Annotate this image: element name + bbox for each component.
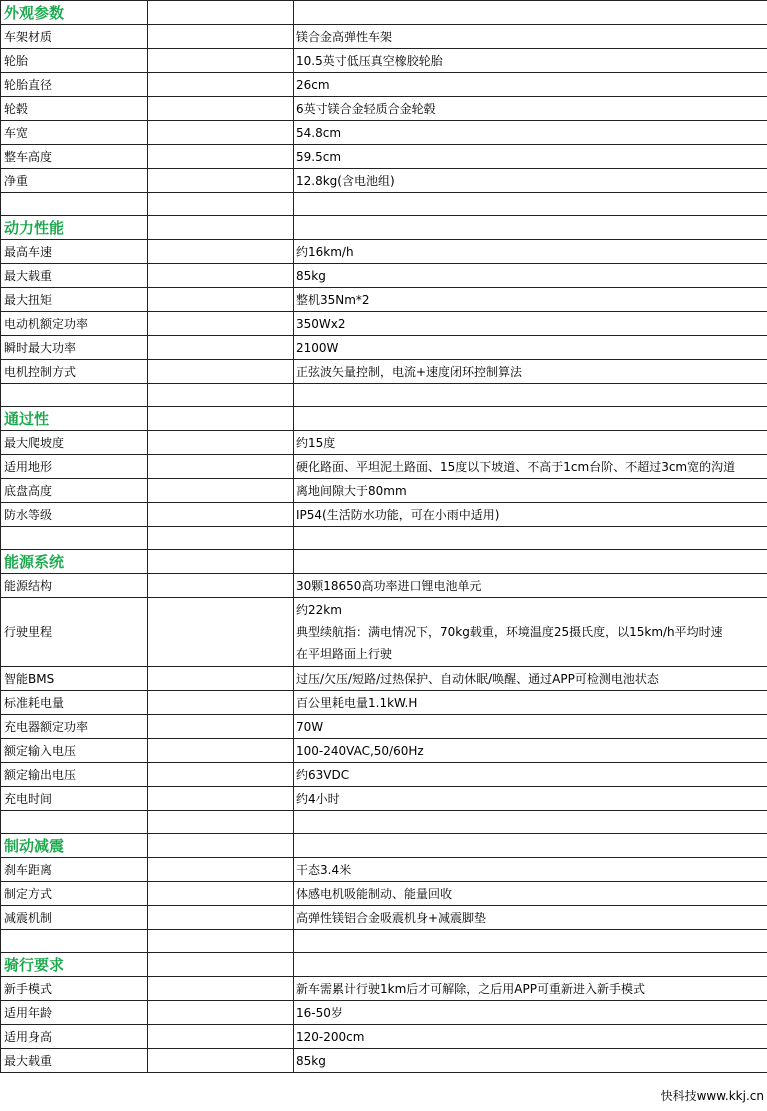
spec-value: 约63VDC (294, 763, 767, 787)
spec-value: 整机35Nm*2 (294, 288, 767, 312)
spec-label: 新手模式 (1, 977, 148, 1001)
spec-value: IP54(生活防水功能，可在小雨中适用) (294, 503, 767, 527)
spec-label: 刹车距离 (1, 858, 148, 882)
spec-label: 能源结构 (1, 574, 148, 598)
section-title: 外观参数 (1, 1, 148, 25)
spec-row (1, 336, 767, 360)
spec-label: 额定输出电压 (1, 763, 148, 787)
section-title: 通过性 (1, 407, 148, 431)
spec-value-line: 在平坦路面上行驶 (296, 647, 393, 661)
spec-label: 防水等级 (1, 503, 148, 527)
spec-label: 适用地形 (1, 455, 148, 479)
spec-row (1, 360, 767, 384)
spec-label: 整车高度 (1, 145, 148, 169)
spec-label: 充电时间 (1, 787, 148, 811)
spec-label: 电动机额定功率 (1, 312, 148, 336)
spacer-row (1, 527, 767, 550)
spacer-row (1, 811, 767, 834)
section-title: 骑行要求 (1, 953, 148, 977)
spec-value: 镁合金高弹性车架 (294, 25, 767, 49)
spec-row (1, 97, 767, 121)
spec-value: 2100W (294, 336, 767, 360)
section-header-row (1, 407, 767, 431)
spec-row (1, 121, 767, 145)
spec-row (1, 763, 767, 787)
spec-row (1, 858, 767, 882)
spec-label: 轮胎 (1, 49, 148, 73)
spec-label: 最大载重 (1, 264, 148, 288)
spec-label: 瞬时最大功率 (1, 336, 148, 360)
spec-value: 离地间隙大于80mm (294, 479, 767, 503)
spec-label: 适用年龄 (1, 1001, 148, 1025)
spec-value: 100-240VAC,50/60Hz (294, 739, 767, 763)
spec-value: 新车需累计行驶1km后才可解除，之后用APP可重新进入新手模式 (294, 977, 767, 1001)
spec-row (1, 264, 767, 288)
spec-row (1, 73, 767, 97)
spec-row (1, 906, 767, 930)
spec-value: 12.8kg(含电池组) (294, 169, 767, 193)
spec-label: 行驶里程 (1, 598, 148, 667)
spec-row (1, 691, 767, 715)
section-header-row (1, 216, 767, 240)
spec-label: 充电器额定功率 (1, 715, 148, 739)
spec-value: 120-200cm (294, 1025, 767, 1049)
section-header-row (1, 1, 767, 25)
spec-label: 底盘高度 (1, 479, 148, 503)
spec-row (1, 455, 767, 479)
spec-row (1, 1049, 767, 1073)
spec-value: 350Wx2 (294, 312, 767, 336)
spec-label: 最大扭矩 (1, 288, 148, 312)
spec-row (1, 145, 767, 169)
spec-row (1, 479, 767, 503)
spec-value: 高弹性镁铝合金吸震机身+减震脚垫 (294, 906, 767, 930)
spec-label: 减震机制 (1, 906, 148, 930)
spec-label: 最高车速 (1, 240, 148, 264)
spec-value: 硬化路面、平坦泥土路面、15度以下坡道、不高于1cm台阶、不超过3cm宽的沟道 (294, 455, 767, 479)
spec-row (1, 312, 767, 336)
spec-value (294, 598, 767, 667)
spec-label: 轮胎直径 (1, 73, 148, 97)
spec-label: 适用身高 (1, 1025, 148, 1049)
section-header-row (1, 834, 767, 858)
spec-label: 电机控制方式 (1, 360, 148, 384)
spec-label: 轮毂 (1, 97, 148, 121)
spec-row (1, 240, 767, 264)
spec-row (1, 882, 767, 906)
section-title: 制动减震 (1, 834, 148, 858)
spec-label: 额定输入电压 (1, 739, 148, 763)
spec-row (1, 787, 767, 811)
spec-value: 约15度 (294, 431, 767, 455)
spec-row (1, 739, 767, 763)
spec-value: 26cm (294, 73, 767, 97)
spec-row (1, 598, 767, 667)
spec-row (1, 288, 767, 312)
spec-label: 制定方式 (1, 882, 148, 906)
spec-value: 59.5cm (294, 145, 767, 169)
spec-value: 85kg (294, 264, 767, 288)
spec-table-body (1, 1, 767, 1073)
spec-label: 车宽 (1, 121, 148, 145)
spec-value: 70W (294, 715, 767, 739)
spec-value: 干态3.4米 (294, 858, 767, 882)
section-header-row (1, 550, 767, 574)
spec-row (1, 49, 767, 73)
spec-row (1, 715, 767, 739)
spec-row (1, 431, 767, 455)
spec-label: 最大载重 (1, 1049, 148, 1073)
spec-label: 标准耗电量 (1, 691, 148, 715)
spec-value-line: 约22km (296, 603, 342, 617)
spec-row (1, 169, 767, 193)
section-title: 能源系统 (1, 550, 148, 574)
spec-row (1, 977, 767, 1001)
spec-value: 百公里耗电量1.1kW.H (294, 691, 767, 715)
spec-row (1, 1025, 767, 1049)
spec-value: 16-50岁 (294, 1001, 767, 1025)
spec-value: 过压/欠压/短路/过热保护、自动休眠/唤醒、通过APP可检测电池状态 (294, 667, 767, 691)
spec-value: 约4小时 (294, 787, 767, 811)
spec-row (1, 25, 767, 49)
source-credit: 快科技www.kkj.cn (660, 1089, 764, 1103)
spec-label: 车架材质 (1, 25, 148, 49)
spacer-row (1, 384, 767, 407)
spec-row (1, 1001, 767, 1025)
spec-value: 85kg (294, 1049, 767, 1073)
spec-value: 约16km/h (294, 240, 767, 264)
spec-label: 净重 (1, 169, 148, 193)
spec-value-line: 典型续航指：满电情况下，70kg载重，环境温度25摄氏度，以15km/h平均时速 (296, 625, 723, 639)
section-title: 动力性能 (1, 216, 148, 240)
spec-row (1, 574, 767, 598)
spec-row (1, 503, 767, 527)
spec-value: 正弦波矢量控制，电流+速度闭环控制算法 (294, 360, 767, 384)
section-header-row (1, 953, 767, 977)
spec-label: 最大爬坡度 (1, 431, 148, 455)
spec-row (1, 667, 767, 691)
spacer-row (1, 193, 767, 216)
spec-label: 智能BMS (1, 667, 148, 691)
spec-value: 10.5英寸低压真空橡胶轮胎 (294, 49, 767, 73)
spec-value: 54.8cm (294, 121, 767, 145)
spec-value: 30颗18650高功率进口锂电池单元 (294, 574, 767, 598)
spec-value: 体感电机吸能制动、能量回收 (294, 882, 767, 906)
spec-value: 6英寸镁合金轻质合金轮毂 (294, 97, 767, 121)
spacer-row (1, 930, 767, 953)
